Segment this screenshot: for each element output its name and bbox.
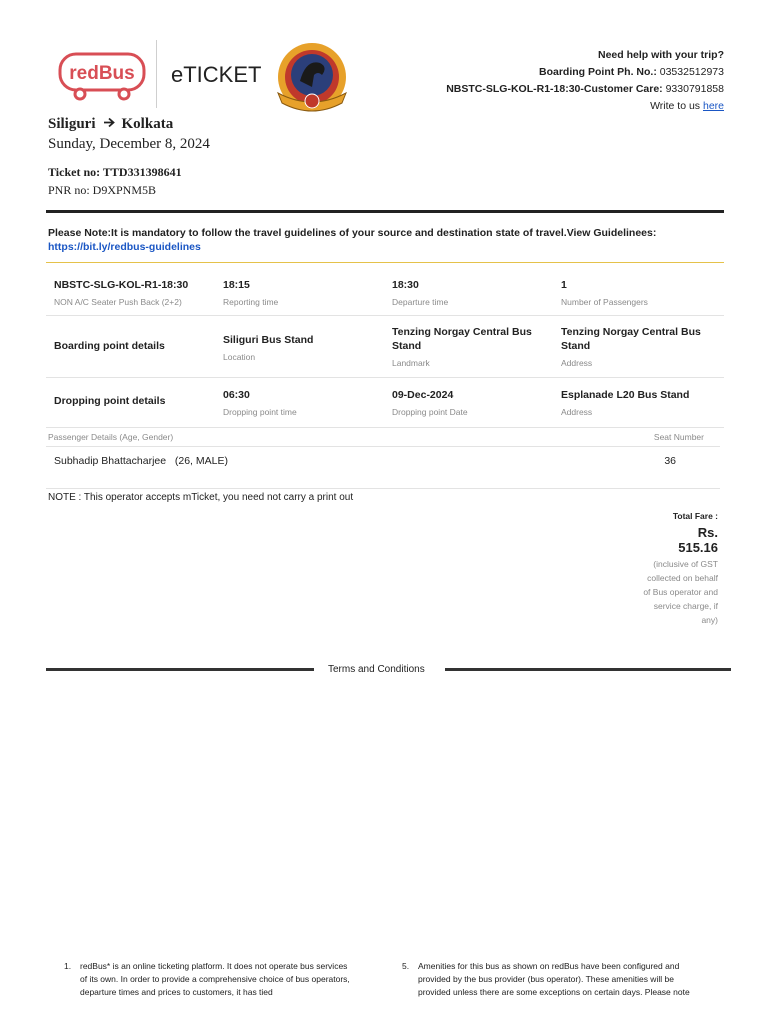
terms-item-1 (64, 960, 350, 1024)
boarding-phone-label: Boarding Point Ph. No.: (539, 66, 657, 78)
route-to: Kolkata (121, 116, 174, 132)
terms-divider-left (46, 668, 314, 671)
fare-section (638, 511, 718, 627)
dropping-date-cell (392, 388, 468, 417)
row-divider (46, 427, 724, 428)
passengers-cell (561, 278, 648, 307)
departure-cell (392, 278, 448, 307)
passenger-count: 1 (561, 279, 567, 291)
eticket-label: eTICKET (171, 62, 262, 87)
terms-item-1-text: redBus* is an online ticketing platform. It does not operate bus services of its own. In order to provide a comprehensive choice of bus operators, departure times and prices to customers, it has tied (80, 961, 350, 997)
dropping-time: 06:30 (223, 389, 250, 401)
bus-type: NON A/C Seater Push Back (2+2) (54, 297, 182, 307)
help-section (446, 47, 724, 115)
terms-item-1-number: 1. (64, 961, 72, 971)
header-divider (156, 40, 157, 108)
dropping-time-cell (223, 388, 297, 417)
boarding-location-label: Location (223, 352, 256, 362)
redbus-logo (58, 52, 146, 102)
section-divider (46, 210, 724, 213)
fare-currency: Rs. (697, 525, 718, 540)
reporting-time: 18:15 (223, 279, 250, 291)
service-name: NBSTC-SLG-KOL-R1-18:30 (54, 279, 189, 291)
row-divider (46, 377, 724, 378)
terms-item-5-number: 5. (402, 961, 410, 971)
passenger-name (54, 455, 228, 467)
boarding-address: Tenzing Norgay Central Bus Stand (561, 326, 701, 352)
terms-item-5 (402, 960, 702, 1024)
dropping-address-label: Address (561, 407, 593, 417)
row-divider (46, 315, 724, 316)
dropping-date: 09-Dec-2024 (392, 389, 454, 401)
dropping-address-cell (561, 388, 689, 417)
write-to-us-link[interactable]: here (702, 100, 724, 112)
pnr-number: PNR no: D9XPNM5B (48, 183, 157, 197)
fare-amount: 515.16 (678, 540, 718, 555)
boarding-address-label: Address (561, 358, 593, 368)
notice-underline (46, 262, 724, 263)
guidelines-text: Please Note:It is mandatory to follow the travel guidelines of your source and destination state of travel.View Guidelinees: (48, 227, 657, 239)
boarding-location-cell (223, 333, 313, 362)
passenger-details-label: Passenger Details (Age, Gender) (48, 432, 174, 442)
departure-time: 18:30 (392, 279, 419, 291)
passenger-count-label: Number of Passengers (561, 297, 648, 307)
boarding-landmark-label: Landmark (392, 358, 430, 368)
mticket-note: NOTE : This operator accepts mTicket, you need not carry a print out (48, 492, 354, 503)
terms-item-5-text: Amenities for this bus as shown on redBus have been configured and provided by the bus provider (bus operator). These amenities will be provided unless there are some exceptions on certain days. Please note (418, 961, 690, 997)
help-title: Need help with your trip? (597, 49, 724, 61)
terms-title: Terms and Conditions (328, 664, 425, 675)
route-from: Siliguri (48, 116, 96, 132)
row-divider (46, 446, 720, 447)
reporting-cell (223, 278, 278, 307)
write-to-us-text: Write to us (650, 100, 701, 112)
departure-label: Departure time (392, 297, 449, 307)
dropping-heading: Dropping point details (54, 395, 166, 407)
ticket-number: Ticket no: TTD331398641 (48, 165, 182, 179)
terms-divider-right (445, 668, 731, 671)
fare-label: Total Fare : (672, 511, 718, 521)
travel-date: Sunday, December 8, 2024 (48, 136, 210, 152)
arrow-right-icon (103, 116, 115, 133)
passenger-fullname: Subhadip Bhattacharjee (54, 455, 167, 467)
customer-care-label: NBSTC-SLG-KOL-R1-18:30-Customer Care: (446, 83, 663, 95)
boarding-heading: Boarding point details (54, 340, 165, 352)
passenger-age-gender: (26, MALE) (174, 455, 228, 467)
guidelines-link[interactable]: https://bit.ly/redbus-guidelines (48, 241, 201, 253)
boarding-landmark: Tenzing Norgay Central Bus Stand (392, 326, 532, 352)
dropping-time-label: Dropping point time (223, 407, 297, 417)
seat-number: 36 (664, 455, 676, 467)
reporting-label: Reporting time (223, 297, 279, 307)
svg-text:redBus: redBus (69, 63, 135, 84)
fare-inclusive-note: (inclusive of GST collected on behalf of Bus operator and service charge, if any) (643, 559, 718, 625)
row-divider (46, 488, 720, 489)
dropping-address: Esplanade L20 Bus Stand (561, 389, 690, 401)
customer-care-phone: 9330791858 (665, 83, 724, 95)
service-cell (54, 278, 188, 307)
route (48, 116, 173, 133)
boarding-landmark-cell (392, 325, 547, 368)
guidelines-note (48, 226, 724, 254)
boarding-phone: 03532512973 (659, 66, 724, 78)
seat-number-label: Seat Number (653, 432, 704, 442)
boarding-address-cell (561, 325, 716, 368)
operator-emblem-icon (272, 41, 352, 117)
dropping-date-label: Dropping point Date (392, 407, 468, 417)
boarding-location: Siliguri Bus Stand (223, 334, 314, 346)
